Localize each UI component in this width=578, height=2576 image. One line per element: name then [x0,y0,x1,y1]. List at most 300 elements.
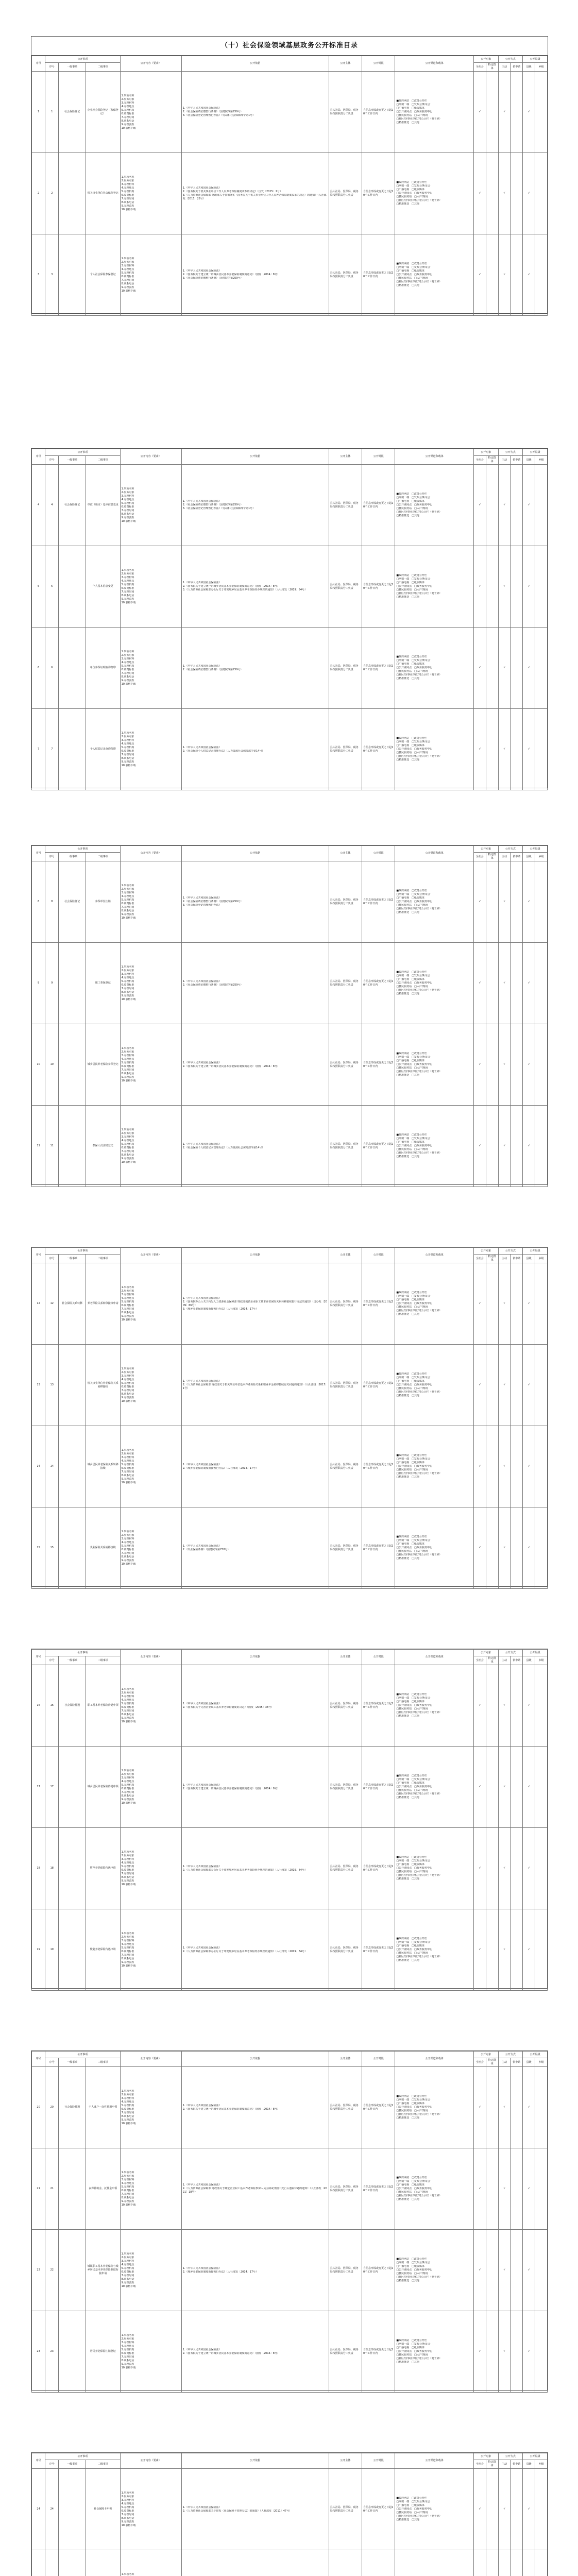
time-cell: 自信息形成或变更之日起20个工作日内 [362,465,395,546]
header-level: 公开层级 [523,846,548,853]
active-mark: √ [498,943,511,1024]
header-level2: 二级事项 [86,456,120,465]
header-object: 公开对象 [473,449,498,456]
content-item: 3.办理材料 [121,1455,134,1459]
header-whole: 全社会 [473,63,486,72]
header-level1: 一级事项 [59,2058,86,2067]
channel-item: □广播电视 □纸质媒体 [396,1461,424,1464]
basis-cell [181,1828,329,1909]
channel-item: ■政府网站 □政务公开栏 [396,2339,427,2342]
apply-mark [511,1024,523,1106]
header-method: 公开方式 [498,449,523,456]
county-mark [523,2550,535,2576]
active-mark: √ [498,1665,511,1747]
basis-item: 3.《社会保险登记管理暂行办法》（劳动和社会保障部令第1号） [182,114,256,117]
content-item: 5.办理机构 [121,2266,134,2270]
channel-item: □便民服务站 □入户/现场 [396,507,428,510]
content-item: 6.收费标准 [121,1466,134,1470]
content-cell [120,153,181,234]
header-method: 公开方式 [498,1248,523,1255]
header-basis: 公开依据 [181,56,329,72]
row-number-sub: 15 [45,1507,59,1589]
content-item: 4.办理地点 [121,579,134,583]
active-mark: √ [498,2148,511,2230]
header-matters: 公开事项 [45,1650,120,1656]
table-row [32,1507,548,1589]
content-item: 10.表格下载 [121,997,136,1001]
header-subject: 公开主体 [329,56,362,72]
table-row [32,861,548,943]
content-item: 1.事项名称 [121,487,134,490]
level2-cell: 暂停养老保险待遇申请 [86,1828,120,1909]
subject-cell: 县人社局、医保局、税务局按照职责分工负责 [329,1747,362,1828]
content-item: 4.办理地点 [121,2181,134,2185]
content-item: 4.办理地点 [121,267,134,271]
header-content: 公开内容（要素） [120,449,181,465]
content-item: 4.办理地点 [121,1139,134,1142]
row-number: 2 [32,153,45,234]
content-item: 7.办理时间 [121,987,134,990]
content-item: 8.联系电话 [121,512,134,516]
content-cell [120,2550,181,2576]
whole-mark: √ [473,1665,486,1747]
content-item: 3.办理材料 [121,1939,134,1942]
level1-cell [59,1747,86,1828]
basis-item: 2.《国务院关于建立统一的城乡居民基本养老保险制度的意见》（国发〔2014〕8号） [182,1064,280,1068]
basis-cell [181,1263,329,1345]
whole-mark: √ [473,1106,486,1187]
table-row [32,2230,548,2311]
basis-item: 2.《社会保险个人权益记录管理办法》（人力资源社会保障部令第14号） [182,1146,265,1149]
header-active: 主动 [498,1255,511,1263]
specific-mark [486,1106,498,1187]
township-mark [535,1024,548,1106]
header-township: 乡级 [535,853,548,861]
specific-mark [486,546,498,628]
content-cell [120,1106,181,1187]
channel-item: □精准推送 □其他 [396,1557,419,1560]
whole-mark: √ [473,1507,486,1589]
township-mark [535,2230,548,2311]
county-mark: √ [523,1024,535,1106]
header-object: 公开对象 [473,846,498,853]
level2-cell: 机关事业单位社会保险登记 [86,153,120,234]
county-mark: √ [523,1345,535,1426]
content-item: 1.事项名称 [121,884,134,887]
content-item: 1.事项名称 [121,257,134,260]
content-item: 3.办理材料 [121,182,134,186]
channel-item: □公开查阅点 □政务服务中心 [396,1063,432,1066]
content-item: 5.办理机构 [121,2505,134,2509]
content-item: 1.事项名称 [121,568,134,572]
content-cell [120,2230,181,2311]
township-mark [535,1909,548,1991]
content-item: 4.办理地点 [121,2502,134,2505]
content-item: 3.办理材料 [121,657,134,660]
catalog-table [31,2453,548,2576]
township-mark [535,1263,548,1345]
content-item: 10.表格下载 [121,1399,136,1403]
content-item: 10.表格下载 [121,1318,136,1321]
content-item: 10.表格下载 [121,2122,136,2125]
channel-item: □广播电视 □纸质媒体 [396,1863,424,1866]
content-item: 1.事项名称 [121,2089,134,2093]
content-item: 7.办理时间 [121,1551,134,1555]
channel-item: □两微一端 □发布会/听证会 [396,2500,431,2503]
channel-item: ■政府网站 □政务公开栏 [396,2095,427,2098]
content-cell [120,1426,181,1507]
channel-item: □便民服务站 □入户/现场 [396,2272,428,2275]
header-whole: 全社会 [473,853,486,861]
level1-cell [59,1426,86,1507]
header-matters: 公开事项 [45,56,120,63]
row-number: 20 [32,2067,45,2148]
channel-item: □便民服务站 □入户/现场 [396,904,428,907]
content-item: 6.收费标准 [121,1705,134,1709]
content-item: 1.事项名称 [121,2252,134,2256]
content-cell [120,72,181,153]
row-number: 1 [32,72,45,153]
header-active: 主动 [498,1656,511,1665]
apply-mark [511,1747,523,1828]
content-item: 3.办理材料 [121,972,134,976]
content-item: 7.办理时间 [121,1790,134,1794]
header-subject: 公开主体 [329,846,362,861]
county-mark: √ [523,2230,535,2311]
subject-cell: 县人社局、医保局、税务局按照职责分工负责 [329,465,362,546]
content-cell [120,2311,181,2393]
county-mark: √ [523,1106,535,1187]
active-mark: √ [498,1106,511,1187]
content-item: 7.办理时间 [121,115,134,119]
content-item: 10.表格下载 [121,764,136,767]
content-item: 2.服务对象 [121,1691,134,1694]
row-number: 5 [32,546,45,628]
content-item: 1.事项名称 [121,175,134,179]
county-mark: √ [523,628,535,709]
township-mark [535,1106,548,1187]
content-item: 8.联系电话 [121,1311,134,1314]
channel-item: □两微一端 □发布会/听证会 [396,2098,431,2102]
content-cell [120,234,181,316]
channel-cell [395,1507,474,1589]
table-row [32,465,548,546]
content-item: 5.办理机构 [121,898,134,902]
channel-cell [395,943,474,1024]
apply-mark [511,1263,523,1345]
township-mark [535,153,548,234]
channel-item: □广播电视 □纸质媒体 [396,978,424,981]
content-item: 8.联系电话 [121,1957,134,1960]
active-mark: √ [498,709,511,790]
content-item: 1.事项名称 [121,731,134,735]
channel-item: □社区/企事业单位/村公示栏（电子屏） [396,1955,442,1958]
channel-item: □广播电视 □纸质媒体 [396,663,424,666]
specific-mark [486,709,498,790]
content-item: 10.表格下载 [121,916,136,920]
specific-mark [486,1426,498,1507]
specific-mark [486,1909,498,1991]
content-item: 5.办理机构 [121,2104,134,2107]
content-item: 1.事项名称 [121,1448,134,1452]
header-seq-sub: 序号 [45,2460,59,2469]
whole-mark: √ [473,861,486,943]
level1-cell: 社会保险登记 [59,861,86,943]
header-object: 公开对象 [473,2052,498,2058]
content-item: 7.办理时间 [121,509,134,512]
content-cell [120,943,181,1024]
channel-item: □公开查阅点 □政务服务中心 [396,192,432,195]
county-mark: √ [523,2311,535,2393]
basis-cell [181,465,329,546]
basis-item: 1.《中华人民共和国社会保险法》 [182,1865,222,1868]
channel-item: □社区/企事业单位/村公示栏（电子屏） [396,2276,442,2279]
township-mark [535,943,548,1024]
basis-item: 2.《社会保险个人权益记录管理办法》（人力资源社会保障部令第14号） [182,749,265,753]
channel-cell [395,1665,474,1747]
content-item: 9.办理流程 [121,1157,134,1160]
header-apply: 依申请 [511,1656,523,1665]
channel-cell [395,546,474,628]
level1-cell [59,1024,86,1106]
content-item: 9.办理流程 [121,912,134,916]
table-row [32,1747,548,1828]
time-cell: 自信息形成或变更之日起20个工作日内 [362,234,395,316]
channel-item: □公开查阅点 □政务服务中心 [396,900,432,903]
content-item: 8.联系电话 [121,675,134,679]
subject-cell: 县人社局、医保局、税务局按照职责分工负责 [329,709,362,790]
content-item: 6.收费标准 [121,749,134,753]
channel-item: □便民服务站 □入户/现场 [396,114,428,117]
channel-item: □社区/企事业单位/村公示栏（电子屏） [396,1792,442,1795]
content-item: 6.收费标准 [121,193,134,197]
content-item: 8.联系电话 [121,2114,134,2118]
apply-mark [511,234,523,316]
content-item: 3.办理材料 [121,2498,134,2502]
channel-item: □便民服务站 □入户/现场 [396,277,428,280]
content-item: 9.办理流程 [121,2281,134,2284]
township-mark [535,234,548,316]
channel-item: □公开查阅点 □政务服务中心 [396,666,432,669]
row-number: 14 [32,1426,45,1507]
content-item: 8.联系电话 [121,990,134,994]
header-channel: 公开渠道和载体 [395,56,474,72]
basis-item: 1.《中华人民共和国社会保险法》 [182,896,222,900]
channel-item: □社区/企事业单位/村公示栏（电子屏） [396,1070,442,1073]
active-mark: √ [498,1426,511,1507]
apply-mark [511,1909,523,1991]
channel-item: ■政府网站 □政务公开栏 [396,1291,427,1294]
level1-cell [59,234,86,316]
county-mark: √ [523,153,535,234]
row-number-sub: 9 [45,943,59,1024]
channel-item: □广播电视 □纸质媒体 [396,581,424,584]
channel-item: □公开查阅点 □政务服务中心 [396,585,432,588]
basis-item: 1.《中华人民共和国社会保险法》 [182,581,222,584]
channel-item: □广播电视 □纸质媒体 [396,1141,424,1144]
content-item: 6.收费标准 [121,2189,134,2192]
township-mark [535,2148,548,2230]
content-item: 6.收费标准 [121,1787,134,1790]
content-item: 8.联系电话 [121,909,134,912]
apply-mark [511,628,523,709]
basis-item: 3.《社会保险费征缴暂行条例》（国务院令第259号） [182,277,243,280]
content-item: 10.表格下载 [121,1481,136,1484]
basis-item: 2.《国务院关于机关事业单位工作人员养老保险制度改革的决定》（国发〔2015〕2号） [182,190,282,193]
channel-item: □便民服务站 □入户/现场 [396,1066,428,1070]
channel-item: □广播电视 □纸质媒体 [396,188,424,191]
county-mark: √ [523,1828,535,1909]
content-item: 9.办理流程 [121,285,134,289]
catalog-table [31,56,548,316]
level2-cell: 职工参保登记 [86,943,120,1024]
table-row [32,72,548,153]
header-matters: 公开事项 [45,1248,120,1255]
county-mark: √ [523,72,535,153]
content-item: 4.办理地点 [121,2100,134,2104]
channel-item: □精准推送 □其他 [396,1959,419,1962]
apply-mark [511,465,523,546]
channel-item: □便民服务站 □入户/现场 [396,1550,428,1553]
basis-cell [181,943,329,1024]
channel-item: □公开查阅点 □政务服务中心 [396,273,432,276]
content-item: 7.办理时间 [121,905,134,909]
basis-item: 2.《失业保险条例》（国务院令第258号） [182,1548,230,1551]
basis-item: 3.《人力资源社会保障部办公厅关于印发城乡居民基本养老保险经办规程的通知》（人社部发〔2019〕84号） [182,588,308,591]
row-number-sub: 16 [45,1665,59,1747]
row-number: 19 [32,1909,45,1991]
channel-item: □便民服务站 □入户/现场 [396,670,428,673]
table-row [32,2148,548,2230]
level2-cell: 参保单位注销 [86,861,120,943]
content-item: 2.服务对象 [121,735,134,738]
basis-item: 2.《城乡养老保险制度衔接暂行办法》（人社部发〔2014〕17号） [182,1466,259,1470]
row-number-sub: 12 [45,1263,59,1345]
catalog-page [31,36,548,314]
basis-item: 1.《中华人民共和国社会保险法》 [182,745,222,749]
content-item: 4.办理地点 [121,1780,134,1783]
channel-item: ■政府网站 □政务公开栏 [396,1937,427,1940]
header-apply: 依申请 [511,2460,523,2469]
county-mark: √ [523,1909,535,1991]
channel-item: □公开查阅点 □政务服务中心 [396,748,432,751]
content-item: 9.办理流程 [121,1879,134,1883]
specific-mark [486,943,498,1024]
content-item: 2.服务对象 [121,1772,134,1776]
time-cell: 自信息形成或变更之日起20个工作日内 [362,1106,395,1187]
level1-cell: 社会保险登记 [59,465,86,546]
content-item: 2.服务对象 [121,2093,134,2096]
channel-item: ■政府网站 □政务公开栏 [396,2497,427,2500]
content-item: 10.表格下载 [121,1801,136,1805]
channel-item: □便民服务站 □入户/现场 [396,2109,428,2112]
level1-cell: 社会保险登记 [59,72,86,153]
township-mark [535,2067,548,2148]
content-item: 7.办理时间 [121,590,134,594]
level2-cell: 职工基本养老保险待遇申领 [86,1665,120,1747]
header-seq-sub: 序号 [45,1255,59,1263]
whole-mark [473,2550,486,2576]
subject-cell: 县人社局、医保局、税务局按照职责分工负责 [329,1263,362,1345]
basis-cell [181,1024,329,1106]
content-item: 4.办理地点 [121,1861,134,1865]
header-level1: 一级事项 [59,2460,86,2469]
content-item: 1.事项名称 [121,1850,134,1854]
specific-mark [486,1507,498,1589]
header-time: 公开时限 [362,846,395,861]
channel-item: □社区/企事业单位/村公示栏（电子屏） [396,1309,442,1312]
row-number: 12 [32,1263,45,1345]
county-mark: √ [523,943,535,1024]
content-cell [120,1263,181,1345]
table-row [32,1263,548,1345]
channel-item: □社区/企事业单位/村公示栏（电子屏） [396,2515,442,2518]
apply-mark [511,72,523,153]
header-object: 公开对象 [473,56,498,63]
channel-item: □便民服务站 □入户/现场 [396,588,428,591]
content-item: 1.事项名称 [121,1687,134,1691]
channel-item: □便民服务站 □入户/现场 [396,1306,428,1309]
header-basis: 公开依据 [181,2052,329,2067]
channel-item: □广播电视 □纸质媒体 [396,1543,424,1546]
level1-cell [59,2148,86,2230]
header-county: 县级 [523,63,535,72]
header-township: 乡级 [535,2460,548,2469]
level1-cell: 社会保险关系转移 [59,1263,86,1345]
specific-mark [486,1024,498,1106]
level1-cell [59,1909,86,1991]
specific-mark [486,234,498,316]
channel-item: □便民服务站 □入户/现场 [396,1952,428,1955]
content-item: 9.办理流程 [121,2362,134,2366]
header-row [32,2052,548,2058]
basis-item: 3.《社会保险登记管理暂行办法》 [182,904,222,907]
content-item: 5.办理机构 [121,583,134,586]
header-object: 公开对象 [473,2453,498,2460]
subject-cell: 县人社局、医保局、税务局按照职责分工负责 [329,1024,362,1106]
channel-item: □精准推送 □其他 [396,1313,419,1316]
subject-cell: 县人社局、医保局、税务局按照职责分工负责 [329,153,362,234]
channel-item: □公开查阅点 □政务服务中心 [396,2187,432,2190]
basis-cell [181,2067,329,2148]
table-row [32,2311,548,2393]
table-row [32,2469,548,2550]
time-cell: 自信息形成或变更之日起20个工作日内 [362,2148,395,2230]
content-item: 8.联系电话 [121,2277,134,2281]
channel-item: □精准推送 □其他 [396,121,419,124]
content-item: 9.办理流程 [121,597,134,601]
header-apply: 依申请 [511,1255,523,1263]
whole-mark: √ [473,234,486,316]
header-row [32,449,548,456]
header-whole: 全社会 [473,1255,486,1263]
row-number-sub: 3 [45,234,59,316]
subject-cell: 县人社局、医保局、税务局按照职责分工负责 [329,234,362,316]
content-item: 1.事项名称 [121,94,134,97]
header-county: 县级 [523,2058,535,2067]
content-item: 2.服务对象 [121,572,134,575]
channel-item: □精准推送 □其他 [396,2361,419,2364]
basis-item: 2.《城乡养老保险制度衔接暂行办法》（人社部发〔2014〕17号） [182,2270,259,2274]
channel-item: □社区/企事业单位/村公示栏（电子屏） [396,1151,442,1155]
channel-item: □社区/企事业单位/村公示栏（电子屏） [396,907,442,910]
content-item: 7.办理时间 [121,1307,134,1311]
level1-cell [59,2469,86,2550]
content-item: 2.服务对象 [121,260,134,264]
content-item: 9.办理流程 [121,1960,134,1964]
header-subject: 公开主体 [329,2453,362,2469]
content-item: 8.联系电话 [121,1153,134,1157]
